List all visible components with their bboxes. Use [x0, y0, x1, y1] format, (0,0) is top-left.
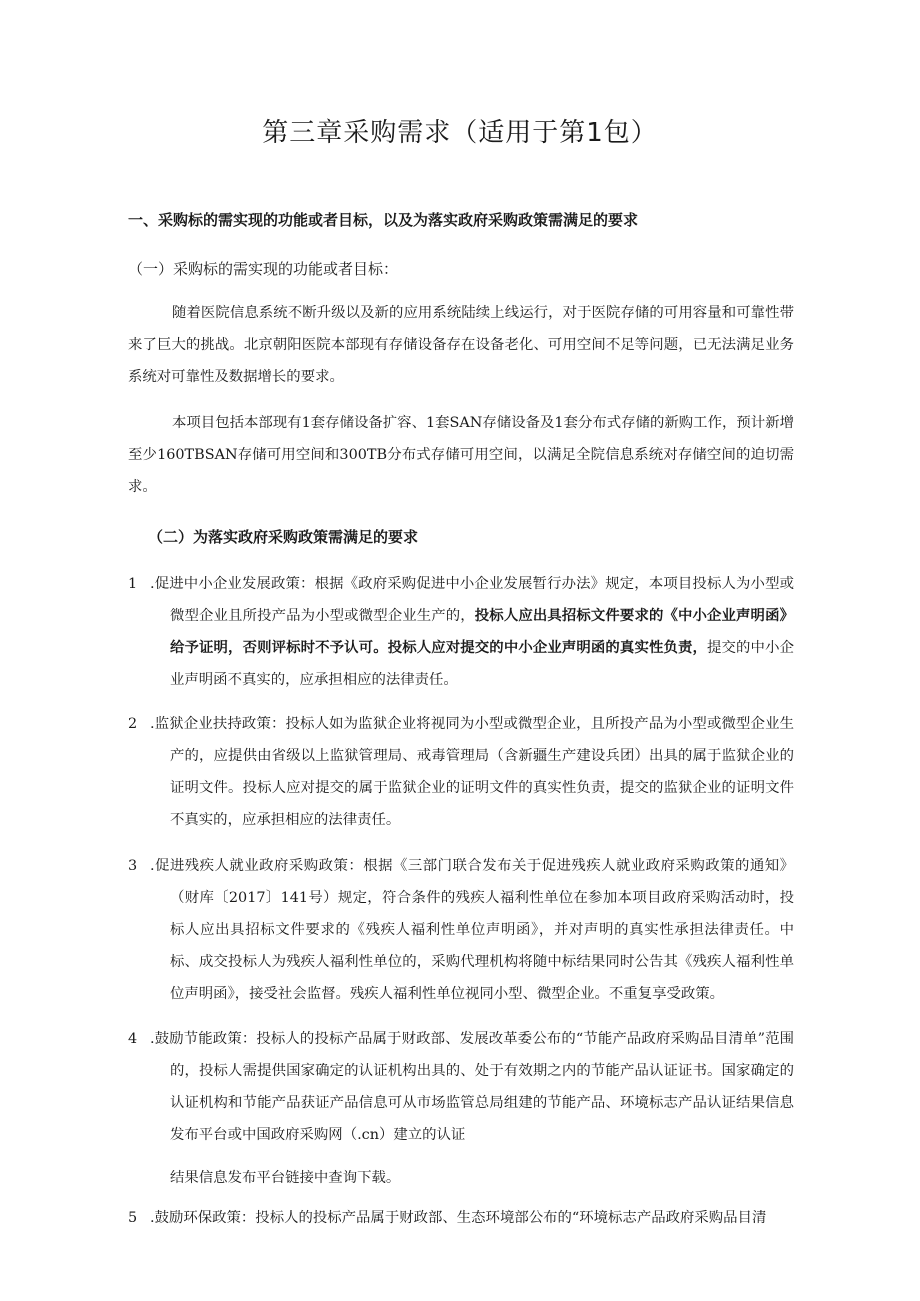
list-item-continuation	[128, 1162, 794, 1194]
paragraph-2-text: 本项目包括本部现有1套存储设备扩容、1套SAN存储设备及1套分布式存储的新购工作，预计新增至少160TBSAN存储可用空间和300TB分布式存储可用空间，以满足全院信息系统对存储空间的迫切需求。	[128, 415, 794, 495]
list-item-body	[150, 1023, 794, 1151]
list-item-body	[170, 1162, 794, 1194]
list-item-number: 5	[128, 1210, 138, 1226]
list-item-number: 4	[128, 1031, 138, 1047]
list-item-text: .鼓励环保政策：投标人的投标产品属于财政部、生态环境部公布的“环境标志产品政府采购品目清	[150, 1210, 767, 1226]
list-item-body	[150, 1202, 794, 1234]
list-item-body	[150, 708, 794, 836]
list-item-text: .鼓励节能政策：投标人的投标产品属于财政部、发展改革委公布的“节能产品政府采购品目清单”范围的，投标人需提供国家确定的认证机构出具的、处于有效期之内的节能产品认证证书。国家确定的认证机构和节能产品获证产品信息可从市场监管总局组建的节能产品、环境标志产品认证结果信息发布平台或中国政府采购网（.cn）建立的认证	[150, 1031, 794, 1143]
subsection-heading-2: （二）为落实政府采购政策需满足的要求	[148, 528, 419, 546]
list-item	[128, 1202, 794, 1234]
list-item-number: 3	[128, 858, 138, 874]
list-item-number: 1	[128, 576, 138, 592]
list-item-text: .监狱企业扶持政策：投标人如为监狱企业将视同为小型或微型企业，且所投产品为小型或微型企业生产的，应提供由省级以上监狱管理局、戒毒管理局（含新疆生产建设兵团）出具的属于监狱企业的证明文件。投标人应对提交的属于监狱企业的证明文件的真实性负责，提交的监狱企业的证明文件不真实的，应承担相应的法律责任。	[150, 716, 794, 828]
list-item	[128, 850, 794, 1010]
list-item-text: .促进中小企业发展政策：根据《政府采购促进中小企业发展暂行办法》规定，本项目投标人为小型或微型企业且所投产品为小型或微型企业生产的，	[150, 576, 794, 624]
list-item	[128, 1023, 794, 1151]
list-item-text: .促进残疾人就业政府采购政策：根据《三部门联合发布关于促进残疾人就业政府采购政策的通知》（财库〔2017〕141号）规定，符合条件的残疾人福利性单位在参加本项目政府采购活动时，投标人应出具招标文件要求的《残疾人福利性单位声明函》，并对声明的真实性承担法律责任。中标、成交投标人为残疾人福利性单位的，采购代理机构将随中标结果同时公告其《残疾人福利性单位声明函》，接受社会监督。残疾人福利性单位视同小型、微型企业。不重复享受政策。	[150, 858, 794, 1002]
list-item-text: 结果信息发布平台链接中查询下载。	[170, 1170, 401, 1186]
list-item	[128, 708, 794, 836]
list-item	[128, 568, 794, 696]
list-item-text-end: 提交的中小企业声明函不真实的，应承担相应的法律责任。	[170, 640, 794, 688]
list-item-number: 2	[128, 716, 138, 732]
list-item-emphasis: 投标人应出具招标文件要求的《中小企业声明函》给予证明，否则评标时不予认可。投标人应对提交的中小企业声明函的真实性负责，	[170, 608, 794, 656]
section-heading: 一、采购标的需实现的功能或者目标，以及为落实政府采购政策需满足的要求	[128, 211, 639, 229]
page-title: 第三章采购需求（适用于第1包）	[262, 118, 658, 148]
paragraph-2	[128, 407, 794, 503]
paragraph-1-text: 随着医院信息系统不断升级以及新的应用系统陆续上线运行，对于医院存储的可用容量和可靠性带来了巨大的挑战。北京朝阳医院本部现有存储设备存在设备老化、可用空间不足等问题，已无法满足业务系统对可靠性及数据增长的要求。	[128, 305, 794, 385]
list-item-body	[150, 568, 794, 696]
subsection-heading-1: （一）采购标的需实现的功能或者目标：	[128, 260, 399, 278]
paragraph-1	[128, 297, 794, 393]
list-item-body	[150, 850, 794, 1010]
